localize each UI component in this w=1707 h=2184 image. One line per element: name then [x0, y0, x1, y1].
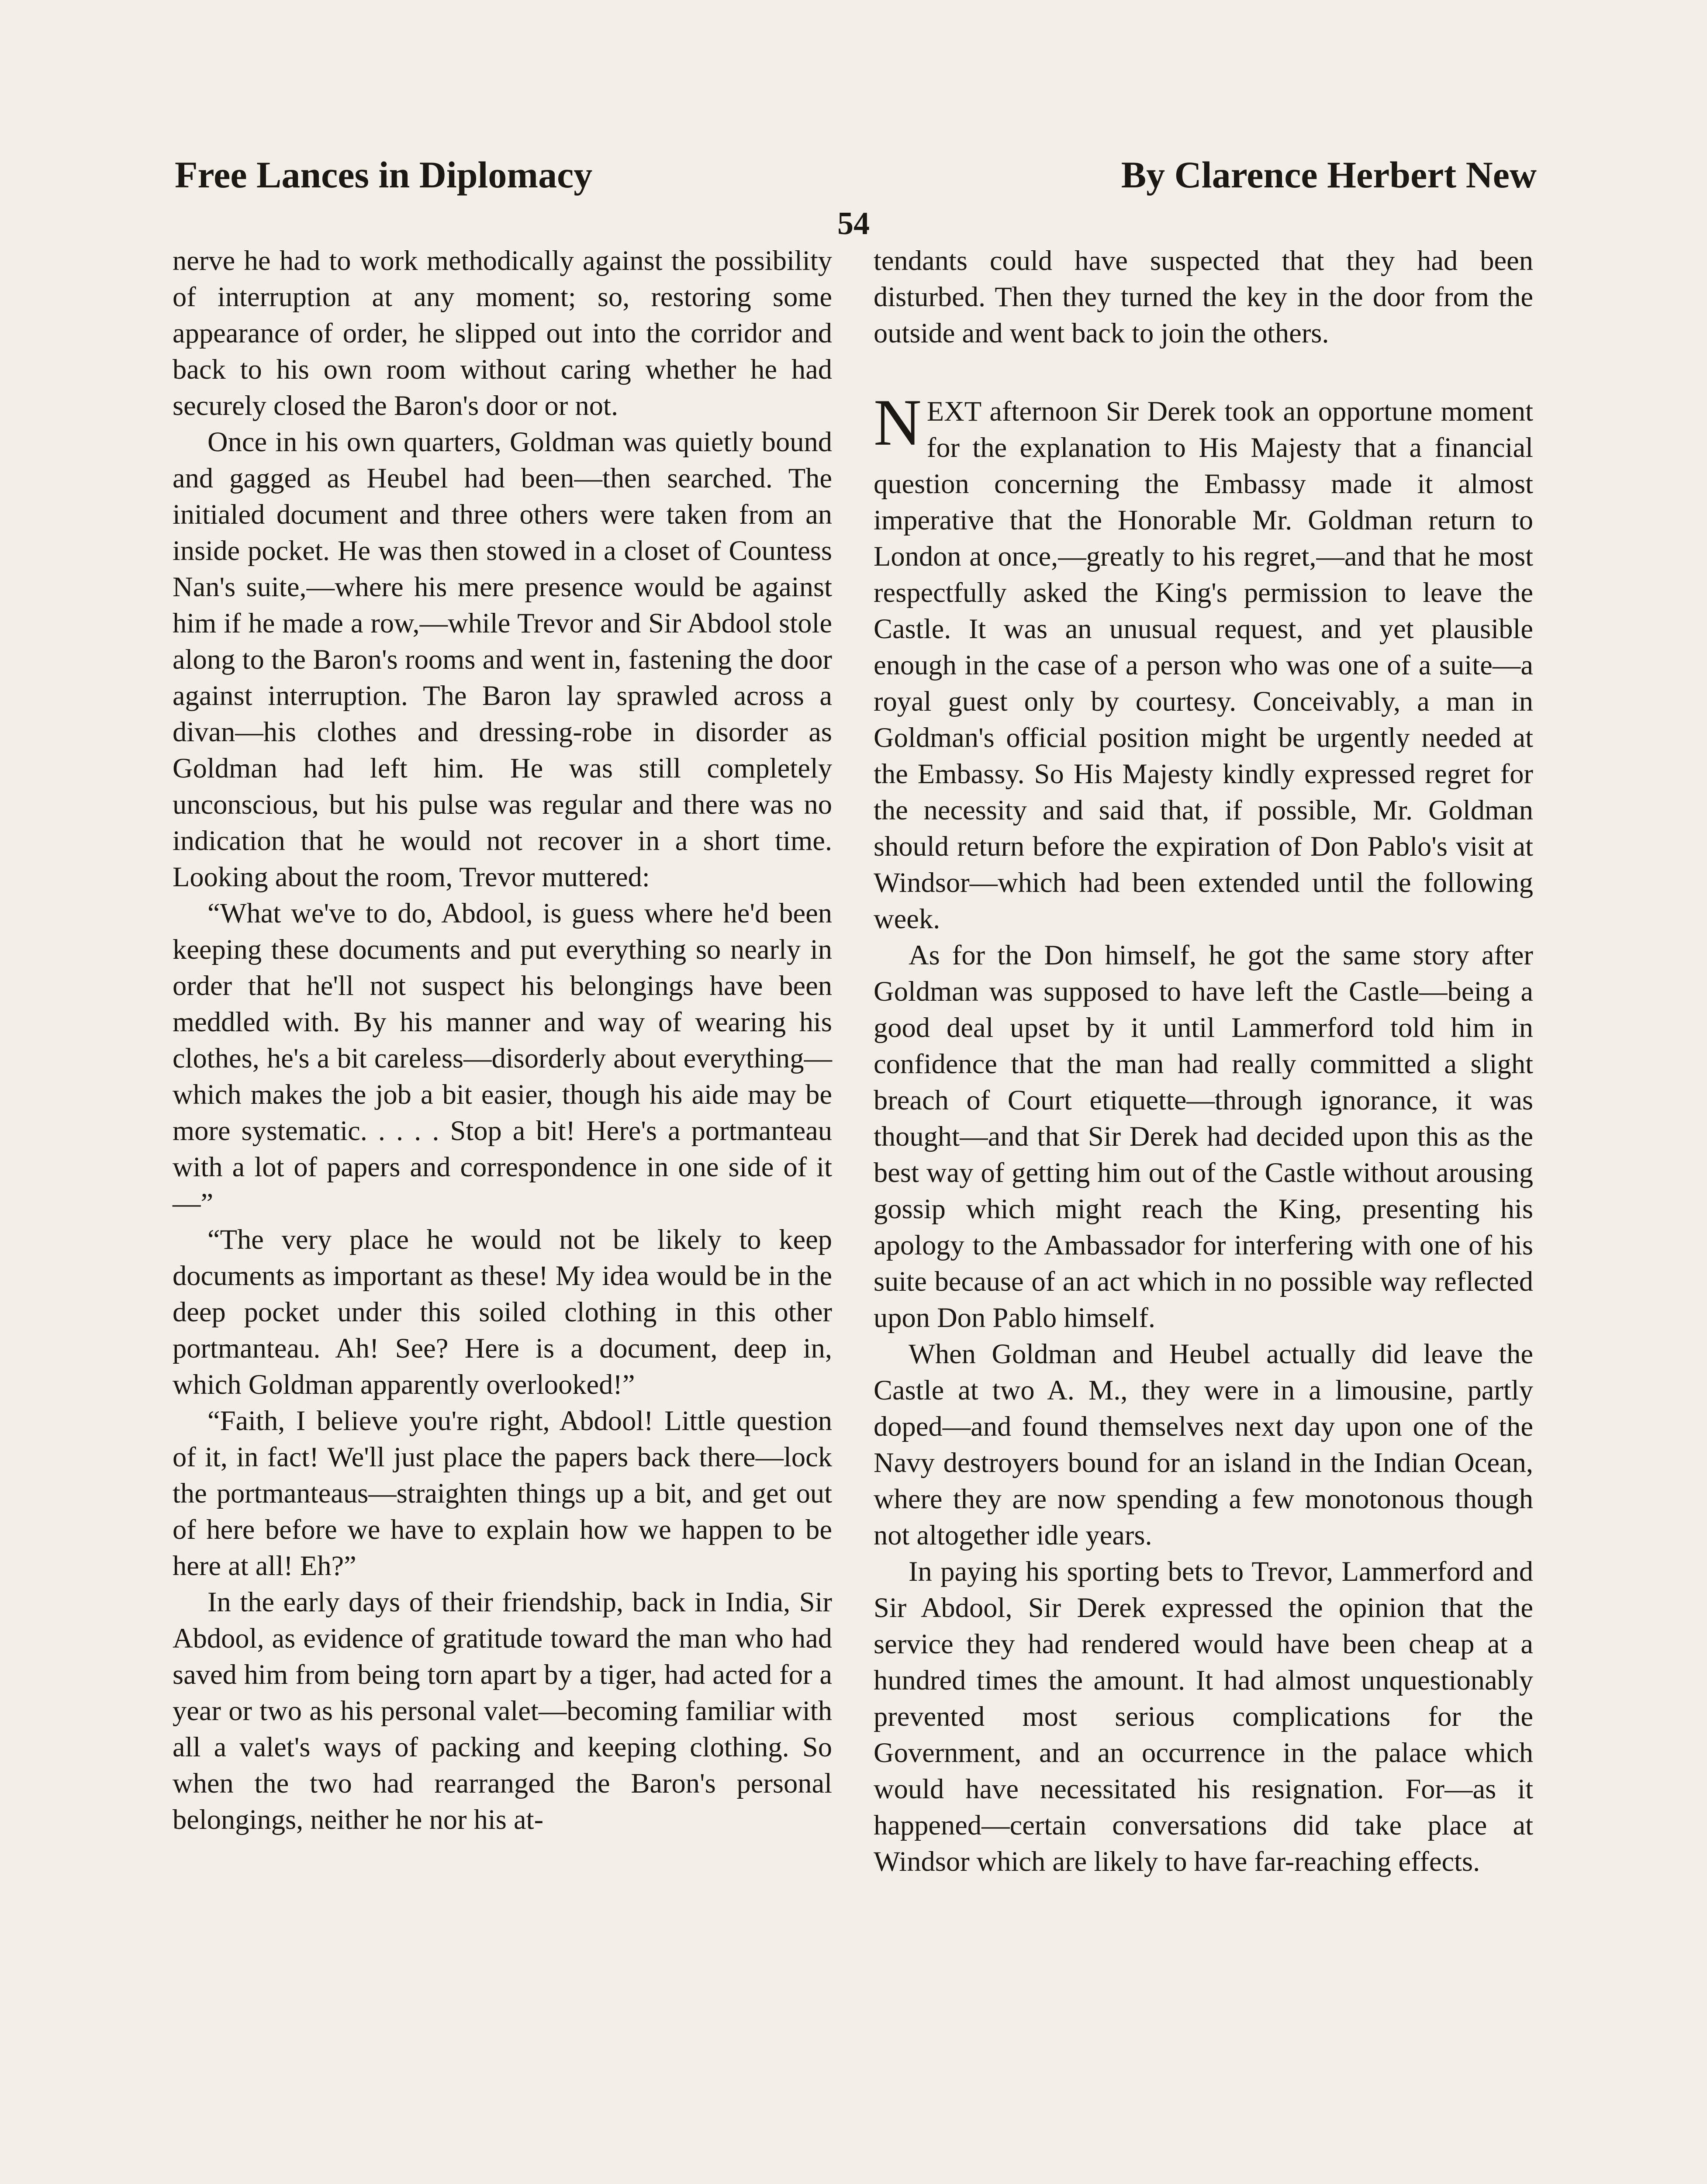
paragraph: In paying his sporting bets to Trevor, Lammerford and Sir Abdool, Sir Derek expressed the opinion that the service they had rendered would have been cheap at a hundred times the amount. It had almost unquestionably prevented most serious complications for the Government, and an occurrence in the palace which would have necessitated his resignation. For—as it happened—certain conversations did take place at Windsor which are likely to have far-reaching effects. [874, 1556, 1533, 1877]
page-number: 54 [837, 206, 870, 242]
section-opening-text: EXT afternoon Sir Derek took an opportune moment for the explanation to His Majesty that a financial question concerning the Embassy made it almost imperative that the Honorable Mr. Goldman return to London at once,—greatly to his regret,—and that he most respectfully asked the King's permission to leave the Castle. It was an unusual request, and yet plausible enough in the case of a person who was one of a suite—a royal guest only by courtesy. Conceivably, a man in Goldman's official position might be urgently needed at the Embassy. So His Majesty kindly expressed regret for the necessity and said that, if possible, Mr. Goldman should return before the expiration of Don Pablo's visit at Windsor—which had been extended until the following week. [874, 396, 1533, 934]
paragraph: tendants could have suspected that they had been disturbed. Then they turned the key in the door from the outside and went back to join the others. [874, 245, 1533, 349]
story-title: Free Lances in Diplomacy [175, 154, 593, 196]
section-opening-paragraph [874, 386, 1533, 937]
paragraph: “Faith, I believe you're right, Abdool! Little question of it, in fact! We'll just place the papers back there—lock the portmanteaus—straighten things up a bit, and get out of here before we have to explain how we happen to be here at all! Eh?” [173, 1405, 832, 1581]
paragraph: “What we've to do, Abdool, is guess where he'd been keeping these documents and put everything so nearly in order that he'll not suspect his belongings have been meddled with. By his manner and way of wearing his clothes, he's a bit careless—disorderly about everything—which makes the job a bit easier, though his aide may be more systematic. . . . . Stop a bit! Here's a portmanteau with a lot of papers and correspondence in one side of it—” [173, 898, 832, 1219]
paragraph: nerve he had to work methodically against the possibility of interruption at any moment; so, restoring some appearance of order, he slipped out into the corridor and back to his own room without caring whether he had securely closed the Baron's door or not. [173, 245, 832, 421]
paragraph: In the early days of their friendship, back in India, Sir Abdool, as evidence of gratitude toward the man who had saved him from being torn apart by a tiger, had acted for a year or two as his personal valet—becoming familiar with all a valet's ways of packing and keeping clothing. So when the two had rearranged the Baron's personal belongings, neither he nor his at- [173, 1586, 832, 1835]
paragraph: Once in his own quarters, Goldman was quietly bound and gagged as Heubel had been—then searched. The initialed document and three others were taken from an inside pocket. He was then stowed in a closet of Countess Nan's suite,—where his mere presence would be against him if he made a row,—while Trevor and Sir Abdool stole along to the Baron's rooms and went in, fastening the door against interruption. The Baron lay sprawled across a divan—his clothes and dressing-robe in disorder as Goldman had left him. He was still completely unconscious, but his pulse was regular and there was no indication that he would not recover in a short time. Looking about the room, Trevor muttered: [173, 426, 832, 892]
paragraph: When Goldman and Heubel actually did leave the Castle at two A. M., they were in a limousine, partly doped—and found themselves next day upon one of the Navy destroyers bound for an island in the Indian Ocean, where they are now spending a few monotonous though not altogether idle years. [874, 1338, 1533, 1551]
drop-cap: N [874, 386, 922, 459]
paragraph: “The very place he would not be likely to keep documents as important as these! My idea would be in the deep pocket under this soiled clothing in this other portmanteau. Ah! See? Here is a document, deep in, which Goldman apparently overlooked!” [173, 1224, 832, 1400]
story-author: By Clarence Herbert New [1121, 154, 1537, 196]
paragraph: As for the Don himself, he got the same story after Goldman was supposed to have left the Castle—being a good deal upset by it until Lammerford told him in confidence that the man had really committed a slight breach of Court etiquette—through ignorance, it was thought—and that Sir Derek had decided upon this as the best way of getting him out of the Castle without arousing gossip which might reach the King, presenting his apology to the Ambassador for interfering with one of his suite because of an act which in no possible way reflected upon Don Pablo himself. [874, 940, 1533, 1333]
running-header [175, 153, 1537, 210]
left-column [173, 242, 832, 1838]
right-column [874, 242, 1533, 1880]
